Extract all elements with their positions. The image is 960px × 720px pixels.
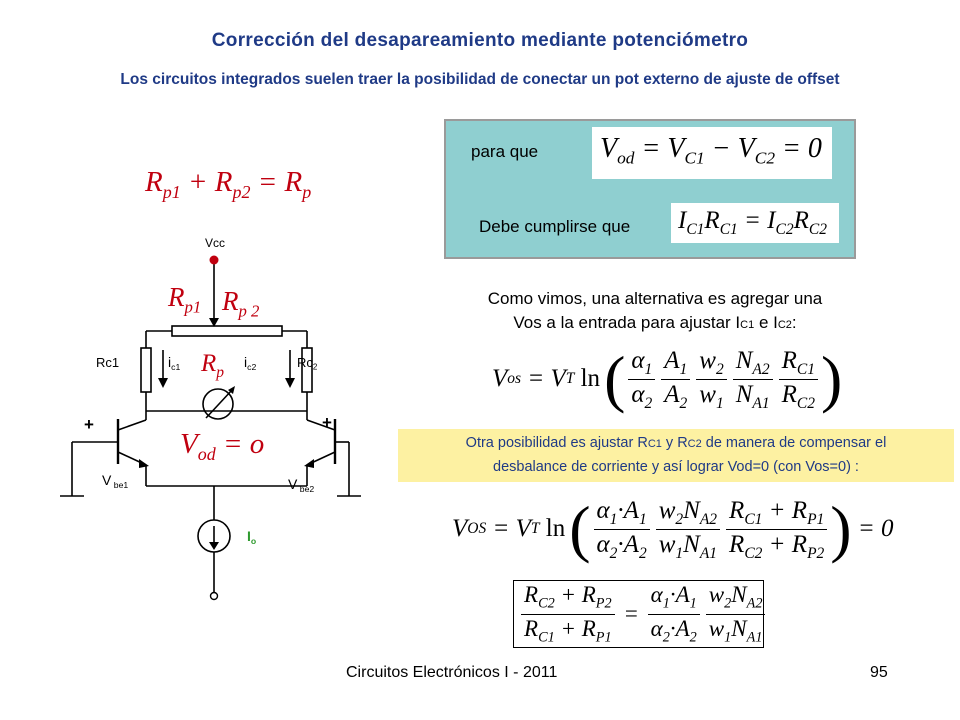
ic1-label: ic1	[168, 354, 181, 372]
rp1-label: $R_{p1}$	[168, 282, 202, 317]
q2-emitter-arrow	[304, 459, 314, 468]
vbe1-label: V be1	[102, 472, 129, 490]
page-number: 95	[870, 664, 888, 681]
paragraph-adjust-rc: Otra posibilidad es ajustar RC1 y RC2 de manera de compensar el desbalance de corriente y así lograr Vod=0 (con Vos=0) :	[398, 429, 954, 482]
vos-equation-2: V OS = V T ln ( $\frac{\alpha_1\cdot A_1}{\alpha_2\cdot A_2}$ $\frac{w_2N_{A2}}{w_1N_{A1}}$ $\frac{R_{C1} + R_{P1}}{R_{C2} + R_{P2}}$ ) = 0	[452, 493, 894, 564]
plus-right: +	[322, 413, 332, 432]
vod-label: $V_{od} = o$	[180, 428, 265, 464]
rc2-label: Rc2	[297, 355, 318, 372]
vcc-label: Vcc	[205, 236, 226, 250]
potentiometer-body	[172, 326, 282, 336]
io-label: Io	[247, 528, 257, 546]
rp-sum-equation: $R_{p1} + R_{p2} = R_p$	[145, 166, 312, 202]
final-equation: $\frac{R_{C2} + R_{P2}}{R_{C1} + R_{P1}}$ = $\frac{\alpha_1\cdot A_1}{\alpha_2\cdot A_2}$ $\frac{w_2N_{A2}}{w_1N_{A1}}$	[518, 582, 768, 646]
ic1-arrow	[158, 378, 168, 388]
rp2-label: $R_{p 2}$	[222, 286, 260, 321]
vod-condition-text: $V_{od} = V_{C1} - V_{C2} = 0$	[600, 133, 822, 168]
rc1-label: Rc1	[96, 355, 120, 370]
vcc-node	[210, 256, 219, 265]
ic-rc-equation: $I_{C1}R_{C1} = I_{C2}R_{C2}$	[678, 207, 827, 238]
vbe2-label: V be2	[288, 476, 315, 494]
slide-title: Corrección del desapareamiento mediante potenciómetro	[211, 30, 749, 51]
current-source-arrow	[209, 542, 219, 550]
slide-subtitle: Los circuitos integrados suelen traer la posibilidad de conectar un pot externo de ajuste de offset	[120, 71, 840, 88]
ic2-label: ic2	[244, 354, 257, 372]
footer-course: Circuitos Electrónicos I - 2011	[346, 664, 558, 681]
q1-emitter-arrow	[139, 459, 149, 468]
vos-equation-1: V os = V T ln ( $\frac{\alpha_1}{\alpha_2}$ $\frac{A_1}{A_2}$ $\frac{w_2}{w_1}$ $\frac{N_{A2}}{N_{A1}}$ $\frac{R_{C1}}{R_{C2}}$ )	[492, 343, 843, 414]
ic2-arrow	[285, 378, 295, 388]
ground-terminal	[211, 593, 218, 600]
differential-pair-schematic	[60, 230, 380, 610]
para-que-label: para que	[471, 142, 539, 161]
plus-left: +	[84, 415, 94, 434]
debe-cumplirse-label: Debe cumplirse que	[479, 217, 631, 236]
rp-label: $R_p$	[201, 350, 225, 381]
rc1-resistor	[141, 348, 151, 392]
paragraph-vos: Como vimos, una alternativa es agregar una Vos a la entrada para ajustar IC1 e IC2:	[487, 289, 823, 332]
